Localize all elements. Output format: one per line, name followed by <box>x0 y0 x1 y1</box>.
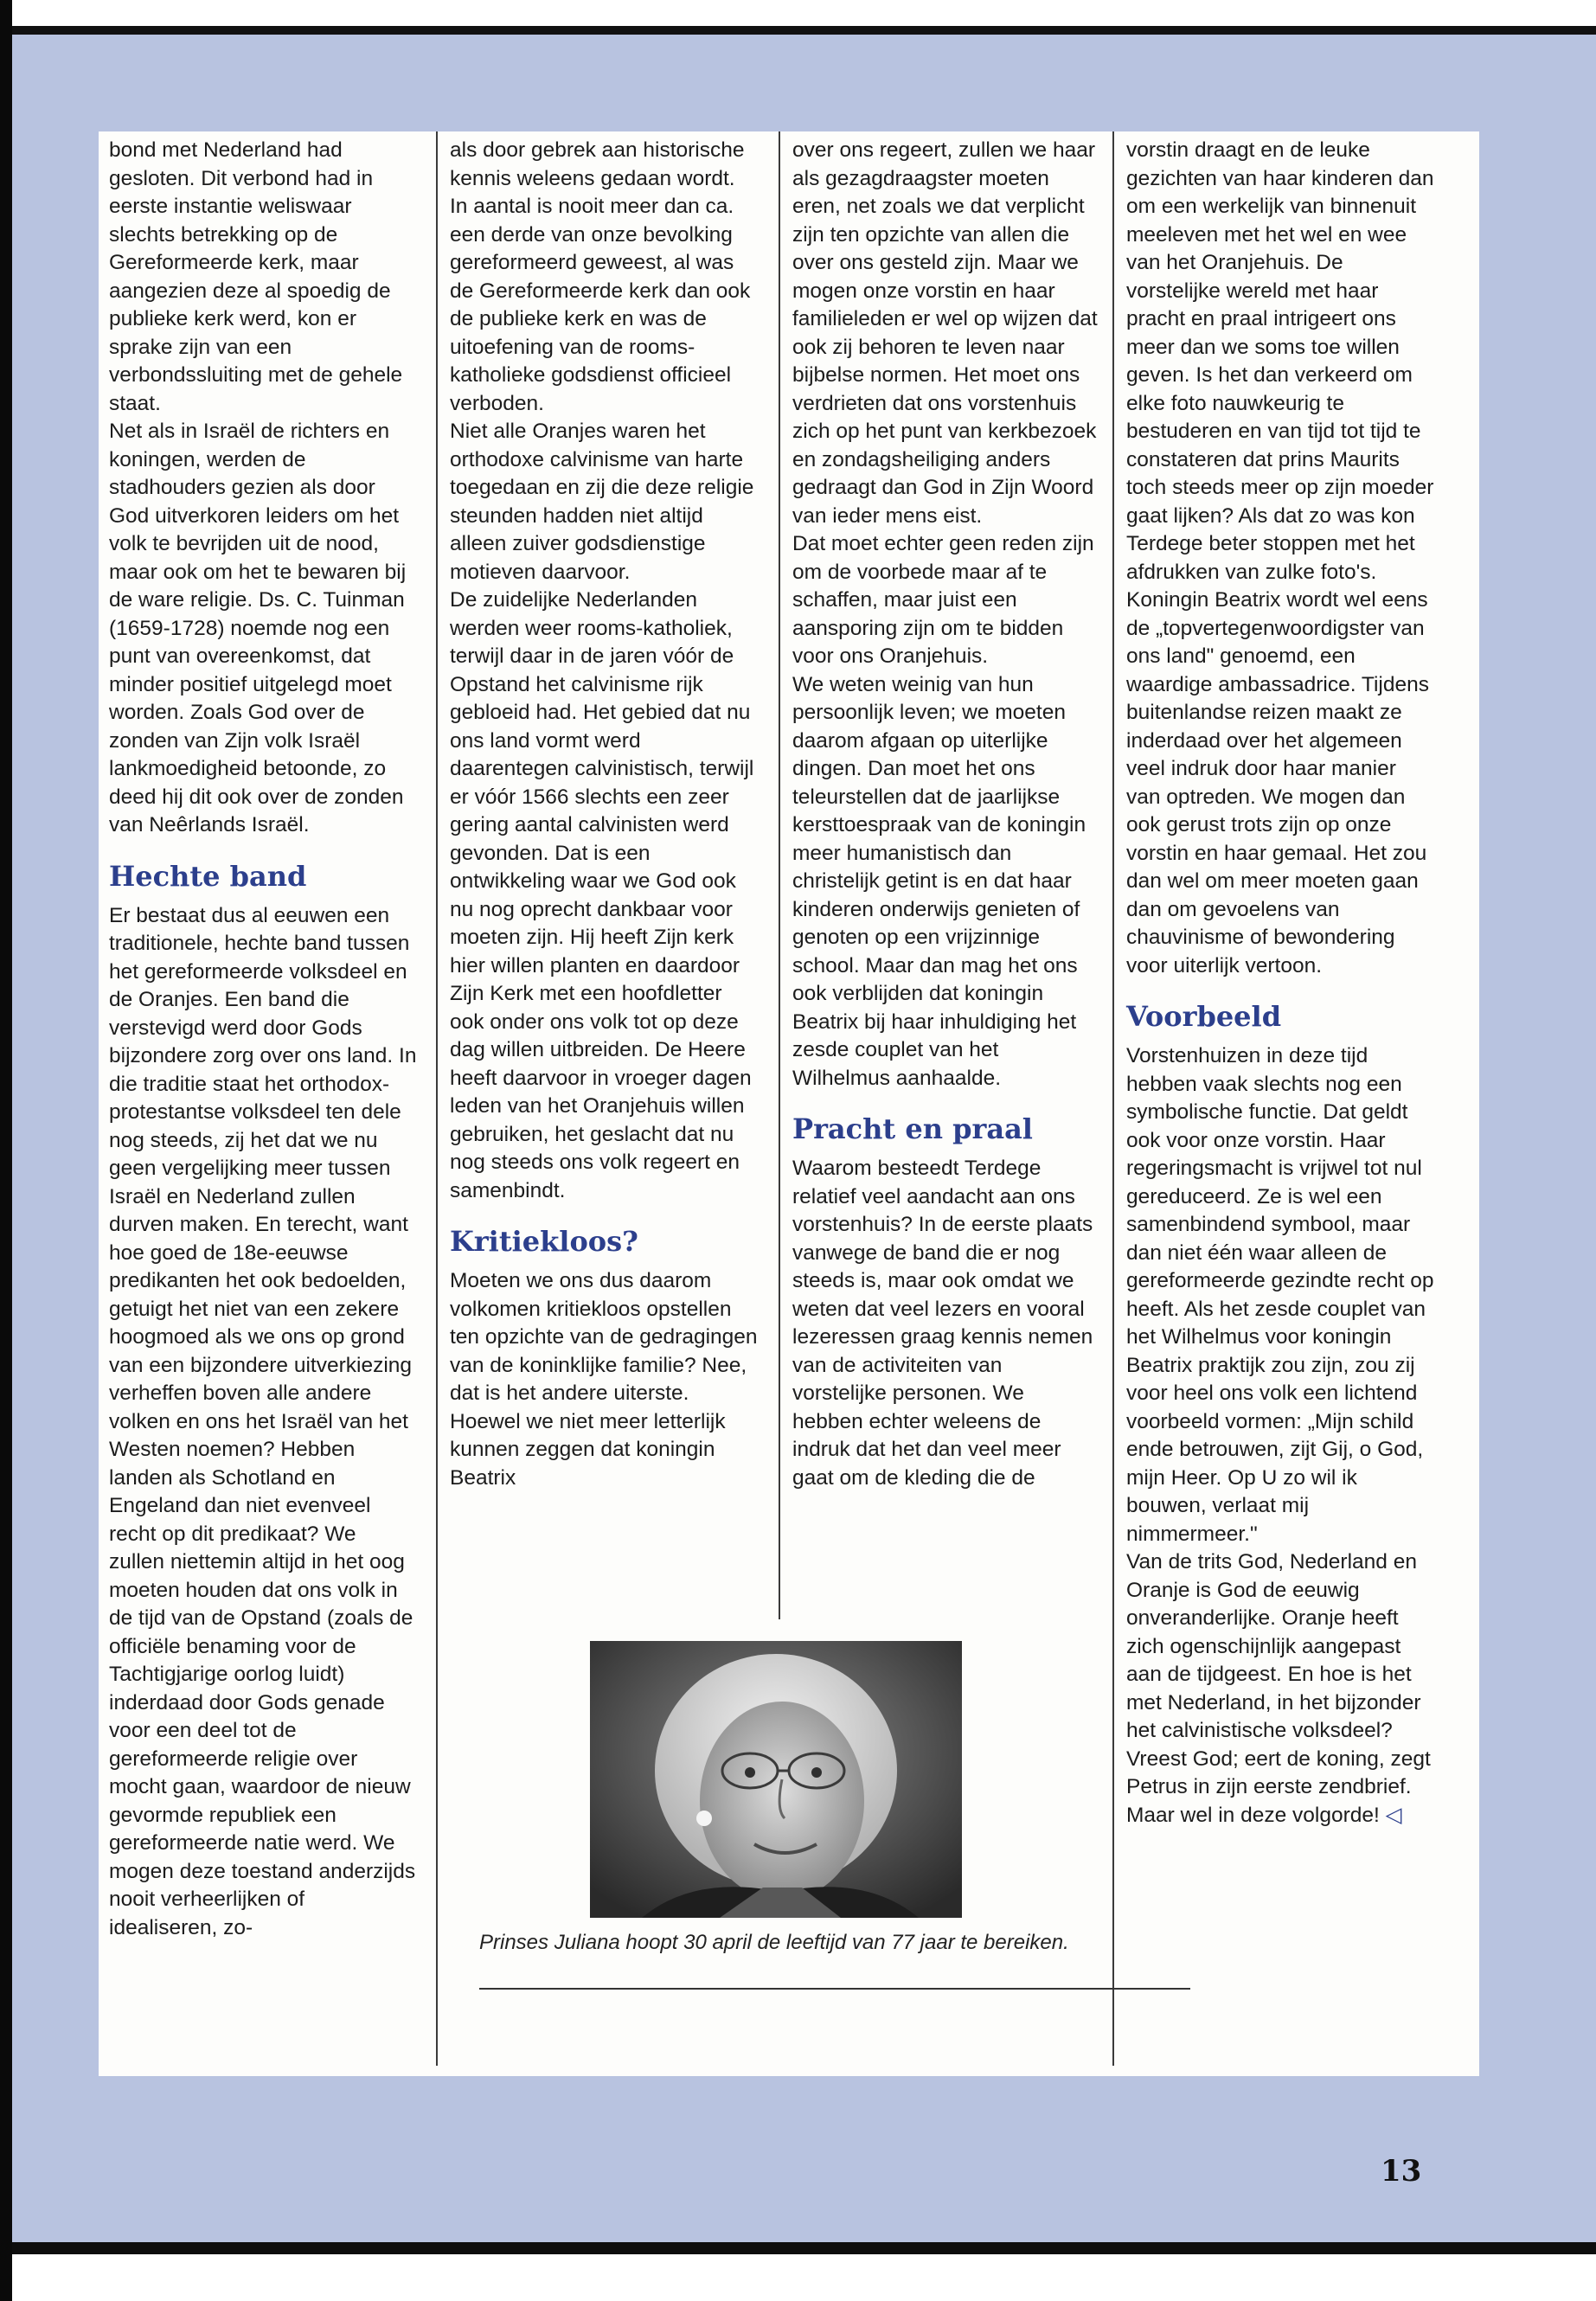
end-of-article-mark: ◁ <box>1385 1803 1402 1827</box>
paragraph: Dat moet echter geen reden zijn om de voorbede maar af te schaffen, maar juist een aansporing zijn om te bidden voor ons Oranjehuis. <box>792 532 1094 668</box>
page-frame-bottom <box>12 2076 1596 2242</box>
column-2 <box>450 137 758 1492</box>
column-1 <box>109 137 417 1942</box>
paragraph: Er bestaat dus al eeuwen een traditionele, hechte band tussen het gereformeerde volksdeel en de Oranjes. Een band die verstevigd werd door Gods bijzondere zorg over ons land. In die traditie staat het orthodox-protestantse volksdeel ten dele nog steeds, zij het dat we nu geen vergelijking meer tussen Israël en Nederland zullen durven maken. En terecht, want hoe goed de 18e-eeuwse predikanten het ook bedoelden, getuigt het niet van een zekere hoogmoed als we ons op grond van een bijzondere uitverkiezing verheffen boven alle andere volken en ons het Israël van het Westen noemen? Hebben landen als Schotland en Engeland dan niet evenveel recht op dit predikaat? We zullen niettemin altijd in het oog moeten houden dat ons volk in de tijd van de Opstand (zoals de officiële benaming voor de Tachtigjarige oorlog luidt) inderdaad door Gods genade voor een deel tot de gereformeerde religie over mocht gaan, waardoor de nieuw gevormde republiek een gereformeerde natie werd. We mogen deze toestand anderzijds nooit verheerlijken of idealiseren, zo- <box>109 903 417 1939</box>
portrait-photo <box>590 1641 962 1918</box>
caption-rule <box>479 1988 1190 1990</box>
paragraph: We weten weinig van hun persoonlijk leven; we moeten daarom afgaan op uiterlijke dingen. Dan moet het ons teleurstellen dat de jaarlijkse kersttoespraak van de koningin meer humanistisch dan christelijk getint is en dat haar kinderen onderwijs genieten of genoten op een vrijzinnige school. Maar dan mag het ons ook verblijden dat koningin Beatrix bij haar inhuldiging het zesde couplet van het Wilhelmus aanhaalde. <box>792 672 1086 1090</box>
scan-edge-top <box>12 26 1596 35</box>
paragraph: Moeten we ons dus daarom volkomen kritiekloos opstellen ten opzichte van de gedragingen van de koninklijke familie? Nee, dat is het andere uiterste. Hoewel we niet meer letterlijk kunnen zeggen dat koningin Beatrix <box>450 1269 758 1490</box>
column-3 <box>792 137 1100 1492</box>
paragraph: vorstin draagt en de leuke gezichten van haar kinderen dan om een werkelijk van binnenuit meeleven met het wel en wee van het Oranjehuis. De vorstelijke wereld met haar pracht en praal intrigeert ons meer dan we soms toe willen geven. Is het dan verkeerd om elke foto nauwkeurig te bestuderen en van tijd tot tijd te constateren dat prins Maurits toch steeds meer op zijn moeder gaat lijken? Als dat zo was kon Terdege beter stoppen met het afdrukken van zulke foto's. <box>1126 138 1434 584</box>
paragraph: Vorstenhuizen in deze tijd hebben vaak slechts nog een symbolische functie. Dat geldt ook voor onze vorstin. Haar regeringsmacht is vrijwel tot nul gereduceerd. Ze is wel een samenbindend symbool, maar dan niet één waar alleen de gereformeerde gezindte recht op heeft. Als het zesde couplet van het Wilhelmus voor koningin Beatrix praktijk zou zijn, zou zij voor heel ons volk een lichtend voorbeeld vormen: „Mijn schild ende betrouwen, zijt Gij, o God, mijn Heer. Op U zo wil ik bouwen, verlaat mij nimmermeer." <box>1126 1044 1434 1546</box>
paragraph: als door gebrek aan historische kennis weleens gedaan wordt. In aantal is nooit meer dan ca. een derde van onze bevolking gereformeerd geweest, al was de Gereformeerde kerk dan ook de publieke kerk en was de uitoefening van de rooms-katholieke godsdienst officieel verboden. <box>450 138 751 415</box>
paragraph: Koningin Beatrix wordt wel eens de „topvertegenwoordigster van ons land" genoemd, een waardige ambassadrice. Tijdens buitenlandse reizen maakt ze inderdaad over het algemeen veel indruk door haar manier van optreden. We mogen dan ook gerust trots zijn op onze vorstin en haar gemaal. Het zou dan wel om meer moeten gaan dan om gevoelens van chauvinisme of bewondering voor uiterlijk vertoon. <box>1126 588 1429 977</box>
paragraph: Net als in Israël de richters en koningen, werden de stadhouders gezien als door God uitverkoren leiders om het volk te bevrijden uit de nood, maar ook om het te bewaren bij de ware religie. Ds. C. Tuinman (1659-1728) noemde nog een punt van overeenkomst, dat minder positief uitgelegd moet worden. Zoals God over de zonden van Zijn volk Israël lankmoedigheid betoonde, zo deed hij dit ook over de zonden van Neêrlands Israël. <box>109 420 407 836</box>
column-4 <box>1126 137 1434 1830</box>
paragraph: Waarom besteedt Terdege relatief veel aandacht aan ons vorstenhuis? In de eerste plaats vanwege de band die er nog steeds is, maar ook omdat we weten dat veel lezers en vooral lezeressen graag kennis nemen van de activiteiten van vorstelijke personen. We hebben echter weleens de indruk dat het dan veel meer gaat om de kleding die de <box>792 1157 1093 1490</box>
paragraph <box>1126 1548 1434 1830</box>
paragraph: bond met Nederland had gesloten. Dit verbond had in eerste instantie weliswaar slechts betrekking op de Gereformeerde kerk, maar aangezien deze al spoedig de publieke kerk werd, kon er sprake zijn van een verbondssluiting met de gehele staat. <box>109 138 403 415</box>
paragraph-text: Van de trits God, Nederland en Oranje is God de eeuwig onveranderlijke. Oranje heeft zich ogenschijnlijk aangepast aan de tijdgeest. En hoe is het met Nederland, in het bijzonder het calvinistische volksdeel? Vreest God; eert de koning, zegt Petrus in zijn eerste zendbrief. Maar wel in deze volgorde! <box>1126 1550 1431 1827</box>
column-divider <box>436 131 438 2066</box>
page-frame-top <box>12 35 1596 131</box>
section-heading-voorbeeld: Voorbeeld <box>1126 1000 1282 1033</box>
page-frame-left <box>12 131 99 2076</box>
scan-edge-bottom <box>12 2242 1596 2254</box>
column-divider <box>1112 131 1114 2066</box>
paragraph: De zuidelijke Nederlanden werden weer rooms-katholiek, terwijl daar in de jaren vóór de Opstand het calvinisme rijk gebloeid had. Het gebied dat nu ons land vormt werd daarentegen calvinistisch, terwijl er vóór 1566 slechts een zeer gering aantal calvinisten werd gevonden. Dat is een ontwikkeling waar we God ook nu nog oprecht dankbaar voor moeten zijn. Hij heeft Zijn kerk hier willen planten en daardoor Zijn Kerk met een hoofdletter ook onder ons volk tot op deze dag willen uitbreiden. De Heere heeft daarvoor in vroeger dagen leden van het Oranjehuis willen gebruiken, het geslacht dat nu nog steeds ons volk regeert en samenbindt. <box>450 588 754 1202</box>
section-heading-pracht-en-praal: Pracht en praal <box>792 1112 1033 1145</box>
section-heading-kritiekloos: Kritiekloos? <box>450 1225 638 1258</box>
page-number: 13 <box>1381 2154 1422 2189</box>
page-frame-right <box>1479 131 1596 2076</box>
section-heading-hechte-band: Hechte band <box>109 859 307 893</box>
photo-caption: Prinses Juliana hoopt 30 april de leeftijd van 77 jaar te bereiken. <box>479 1931 1069 1954</box>
column-divider <box>779 131 780 1619</box>
scan-edge-left <box>0 0 12 2301</box>
article-page <box>99 131 1479 2076</box>
paragraph: Niet alle Oranjes waren het orthodoxe calvinisme van harte toegedaan en zij die deze religie steunden hadden niet altijd alleen zuiver godsdienstige motieven daarvoor. <box>450 420 754 584</box>
portrait-photo-graphic <box>590 1641 962 1918</box>
scan-margin-top <box>0 0 1596 26</box>
paragraph: over ons regeert, zullen we haar als gezagdraagster moeten eren, net zoals we dat verplicht zijn ten opzichte van allen die over ons gesteld zijn. Maar we mogen onze vorstin en haar familieleden er wel op wijzen dat ook zij behoren te leven naar bijbelse normen. Het moet ons verdrieten dat ons vorstenhuis zich op het punt van kerkbezoek en zondagsheiliging anders gedraagt dan God in Zijn Woord van ieder mens eist. <box>792 138 1098 528</box>
